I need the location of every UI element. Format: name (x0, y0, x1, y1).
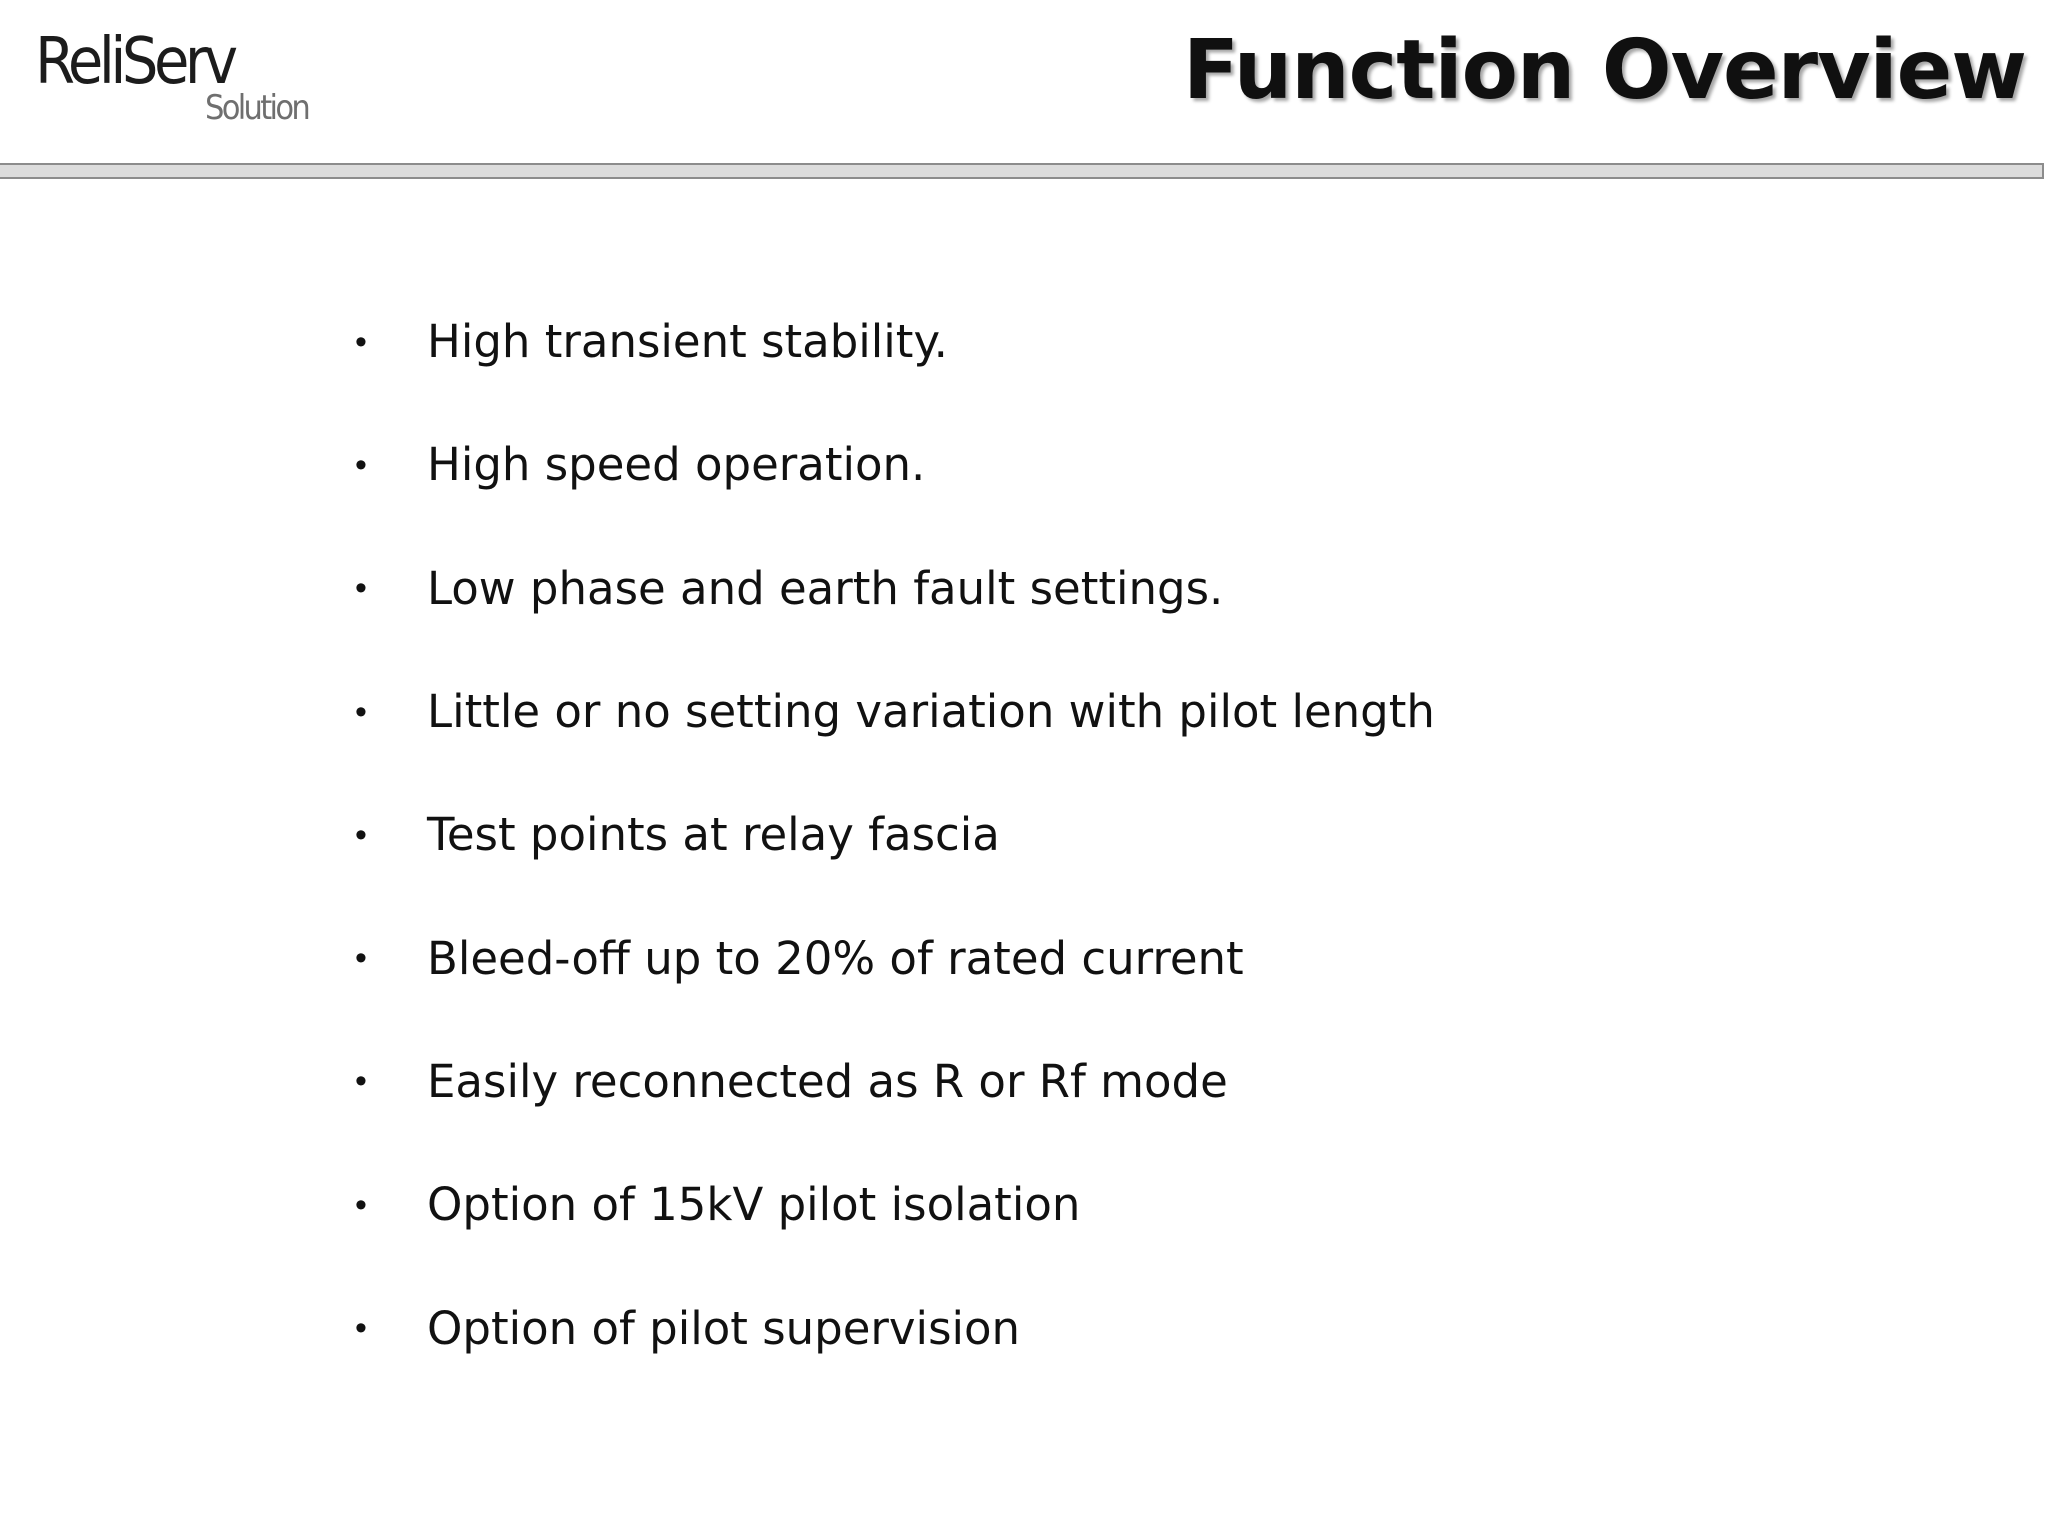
bullet-icon: • (355, 939, 367, 978)
bullet-item-test-points (355, 773, 1435, 896)
bullet-text: Easily reconnected as R or Rf mode (427, 1054, 1228, 1108)
bullet-icon: • (355, 322, 367, 361)
header-divider (0, 163, 2044, 179)
slide-title: Function Overview (1183, 23, 2026, 118)
bullet-text: Test points at relay fascia (427, 808, 1000, 862)
bullet-item-fault-settings (355, 527, 1435, 650)
reliserv-logo (30, 26, 330, 136)
bullet-text: Option of 15kV pilot isolation (427, 1178, 1081, 1232)
bullet-icon: • (355, 1062, 367, 1101)
bullet-item-transient-stability (355, 280, 1435, 403)
bullet-item-speed-operation (355, 403, 1435, 526)
logo-subtitle: Solution (205, 88, 309, 128)
bullet-icon: • (355, 692, 367, 731)
bullet-icon: • (355, 445, 367, 484)
bullet-text: Low phase and earth fault settings. (427, 561, 1224, 615)
bullet-text: High speed operation. (427, 438, 926, 492)
logo-wordmark: ReliServ (35, 25, 234, 99)
feature-bullet-list (355, 280, 1435, 1390)
bullet-item-bleed-off (355, 896, 1435, 1019)
bullet-icon: • (355, 569, 367, 608)
bullet-text: Bleed-off up to 20% of rated current (427, 931, 1244, 985)
bullet-item-pilot-supervision (355, 1266, 1435, 1389)
bullet-icon: • (355, 1185, 367, 1224)
bullet-item-pilot-length (355, 650, 1435, 773)
bullet-item-pilot-isolation (355, 1143, 1435, 1266)
bullet-icon: • (355, 1309, 367, 1348)
bullet-icon: • (355, 815, 367, 854)
bullet-text: High transient stability. (427, 315, 948, 369)
bullet-text: Option of pilot supervision (427, 1301, 1021, 1355)
bullet-text: Little or no setting variation with pilot length (427, 685, 1435, 739)
bullet-item-reconnection-mode (355, 1020, 1435, 1143)
